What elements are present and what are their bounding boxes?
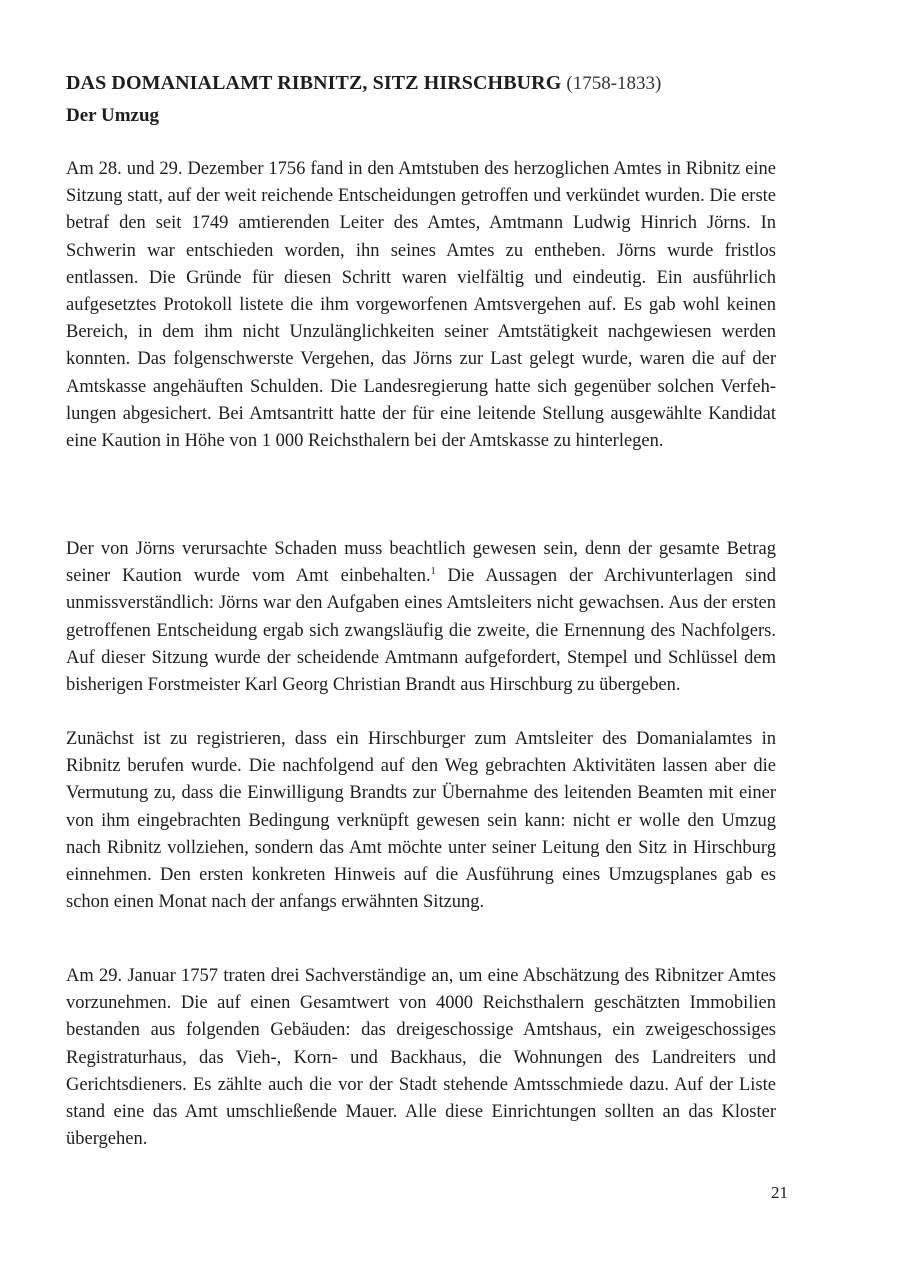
paragraph-2 bbox=[66, 536, 776, 699]
page-number: 21 bbox=[771, 1183, 788, 1202]
footnote-marker: 1 bbox=[430, 566, 436, 578]
paragraph-4: Am 29. Januar 1757 traten drei Sachverständige an, um eine Abschätzung des Ribnitzer Amtes vorzunehmen. Die auf einen Gesamtwert von 4000 Reichsthalern geschätzten Immobilien bestanden aus folgenden Gebäuden: das dreigeschossige Amtshaus, ein zweigeschossiges Registraturhaus, das Vieh-, Korn- und Backhaus, die Wohnungen des Landreiters und Gerichtsdieners. Es zählte auch die vor der Stadt stehende Amtsschmiede dazu. Auf der Liste stand eine das Amt umschließende Mauer. Alle diese Einrichtungen sollten an das Kloster übergehen. bbox=[66, 966, 776, 1150]
paragraph-3: Zunächst ist zu registrieren, dass ein Hirschburger zum Amtsleiter des Domanialamtes in Ribnitz berufen wurde. Die nachfolgend auf den Weg gebrachten Aktivitäten lassen aber die Vermutung zu, dass die Einwilligung Brandts zur Übernahme des leitenden Beamten mit einer von ihm eingebrachten Bedingung verknüpft gewesen sein kann: nicht er wolle den Umzug nach Ribnitz vollziehen, sondern das Amt möchte unter seiner Leitung den Sitz in Hirschburg einnehmen. Den ersten konkreten Hinweis auf die Ausführung eines Umzugsplanes gab es schon einen Monat nach der anfangs erwähnten Sitzung. bbox=[66, 729, 776, 913]
chapter-title: DAS DOMANIALAMT RIBNITZ, SITZ HIRSCHBURG bbox=[66, 72, 562, 94]
paragraph-2-text: Der von Jörns verursachte Schaden muss beachtlich gewesen sein, denn der gesamte Betrag seiner Kaution wurde vom Amt einbehalten. bbox=[66, 539, 776, 587]
section-subheading: Der Umzug bbox=[66, 105, 160, 126]
paragraph-1: Am 28. und 29. Dezember 1756 fand in den Amtstuben des herzoglichen Amtes in Ribnitz eine Sitzung statt, auf der weit reichende Entscheidungen getroffen und verkündet wurden. Die erste betraf den seit 1749 amtierenden Leiter des Amtes, Amtmann Ludwig Hinrich Jörns. In Schwerin war entschieden worden, ihn seines Amtes zu entheben. Jörns wurde fristlos entlassen. Die Gründe für diesen Schritt waren vielfältig und eindeutig. Ein ausführlich aufgesetztes Protokoll listete die ihm vorgeworfenen Amtsvergehen auf. Es gab wohl keinen Bereich, in dem ihm nicht Unzulänglichkeiten seiner Amtstätigkeit nachgewiesen werden konnten. Das folgenschwerste Vergehen, das Jörns zur Last gelegt wurde, waren die auf der Amtskasse angehäuften Schulden. Die Landesregierung hatte sich gegenüber solchen Verfehlungen abgesichert. Bei Amtsantritt hatte der für eine leitende Stellung ausgewählte Kandidat eine Kaution in Höhe von 1 000 Reichsthalern bei der Amtskasse zu hinterlegen. bbox=[66, 159, 776, 452]
paragraph-2-continuation: Die Aussagen der Archivunterlagen sind unmissverständlich: Jörns war den Aufgaben eines Amtsleiters nicht gewachsen. Aus der ersten getroffenen Entscheidung ergab sich zwangsläufig die zweite, die Ernennung des Nachfolgers. Auf dieser Sitzung wurde der scheidende Amtmann aufgefordert, Stempel und Schlüssel dem bisherigen Forstmeister Karl Georg Christian Brandt aus Hirschburg zu übergeben. bbox=[66, 566, 777, 696]
chapter-years: (1758-1833) bbox=[566, 73, 662, 94]
chapter-heading bbox=[66, 68, 846, 99]
